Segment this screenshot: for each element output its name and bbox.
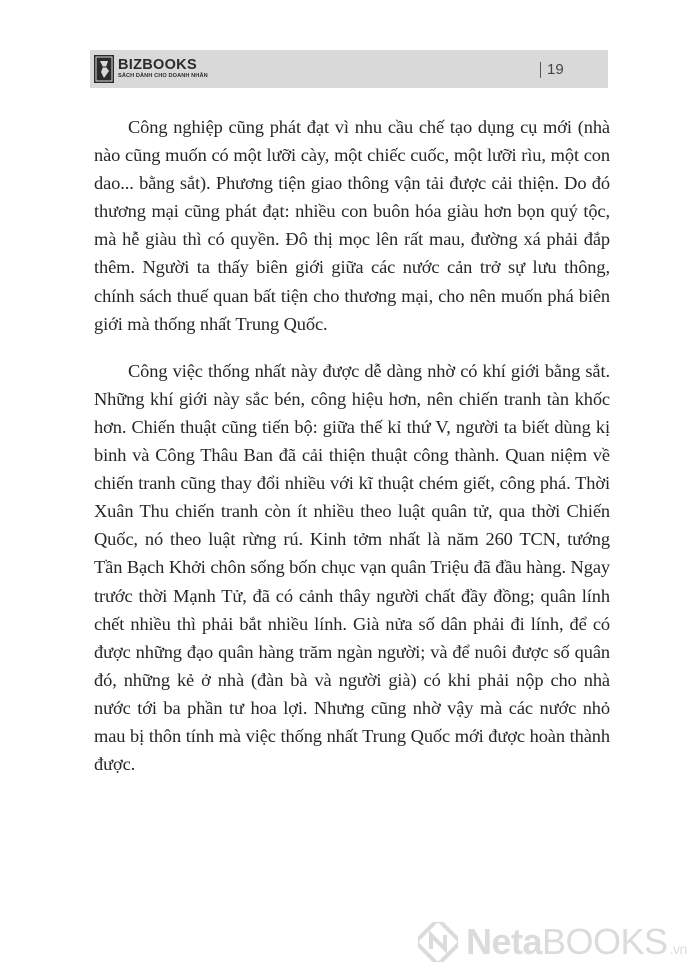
watermark-part2: BOOKS <box>542 921 668 962</box>
watermark <box>418 918 687 966</box>
page-number-divider <box>540 62 541 78</box>
watermark-suffix: .vn <box>669 941 687 957</box>
paragraph-2: Công việc thống nhất này được dễ dàng nhờ có khí giới bằng sắt. Những khí giới này sắc bén, công hiệu hơn, nên chiến tranh tàn khốc hơn. Chiến thuật cũng tiến bộ: giữa thế kỉ thứ V, người ta biết dùng kị binh và Công Thâu Ban đã cải thiện thuật công thành. Quan niệm về chiến tranh cũng thay đổi nhiều với kĩ thuật chém giết, công phá. Thời Xuân Thu chiến tranh còn ít nhiều theo luật quân tử, qua thời Chiến Quốc, nó theo luật rừng rú. Kinh tởm nhất là năm 260 TCN, tướng Tần Bạch Khởi chôn sống bốn chục vạn quân Triệu đã đầu hàng. Ngay trước thời Mạnh Tử, đã có cảnh thây người chất đầy đồng; quân lính chết nhiều thì phải bắt nhiều lính. Già nửa số dân phải đi lính, để có được những đạo quân hàng trăm ngàn người; và để nuôi được số quân đó, những kẻ ở nhà (đàn bà và người già) có khi phải nộp cho nhà nước tới ba phần tư hoa lợi. Nhưng cũng nhờ vậy mà các nước nhỏ mau bị thôn tính mà việc thống nhất Trung Quốc mới được hoàn thành được. <box>94 360 610 775</box>
paragraph-1: Công nghiệp cũng phát đạt vì nhu cầu chế tạo dụng cụ mới (nhà nào cũng muốn có một lưỡi cày, một chiếc cuốc, một lưỡi rìu, một con dao... bằng sắt). Phương tiện giao thông vận tải được cải thiện. Do đó thương mại cũng phát đạt: nhiều con buôn hóa giàu hơn bọn quý tộc, mà hễ giàu thì có quyền. Đô thị mọc lên rất mau, đường xá phải đắp thêm. Người ta thấy biên giới giữa các nước cản trở sự lưu thông, chính sách thuế quan bất tiện cho thương mại, cho nên muốn phá biên giới mà thống nhất Trung Quốc. <box>94 117 610 334</box>
netabooks-logo-icon <box>418 922 458 962</box>
page-number-block <box>540 59 564 81</box>
publisher-logo <box>94 54 208 84</box>
brand-tagline: SÁCH DÀNH CHO DOANH NHÂN <box>118 73 208 80</box>
brand-name: BIZBOOKS <box>118 56 197 73</box>
bizbooks-logo-icon <box>94 55 114 83</box>
page-body <box>94 113 610 797</box>
watermark-part1: Neta <box>466 921 543 962</box>
page-number: 19 <box>547 61 564 78</box>
watermark-text <box>466 921 687 963</box>
